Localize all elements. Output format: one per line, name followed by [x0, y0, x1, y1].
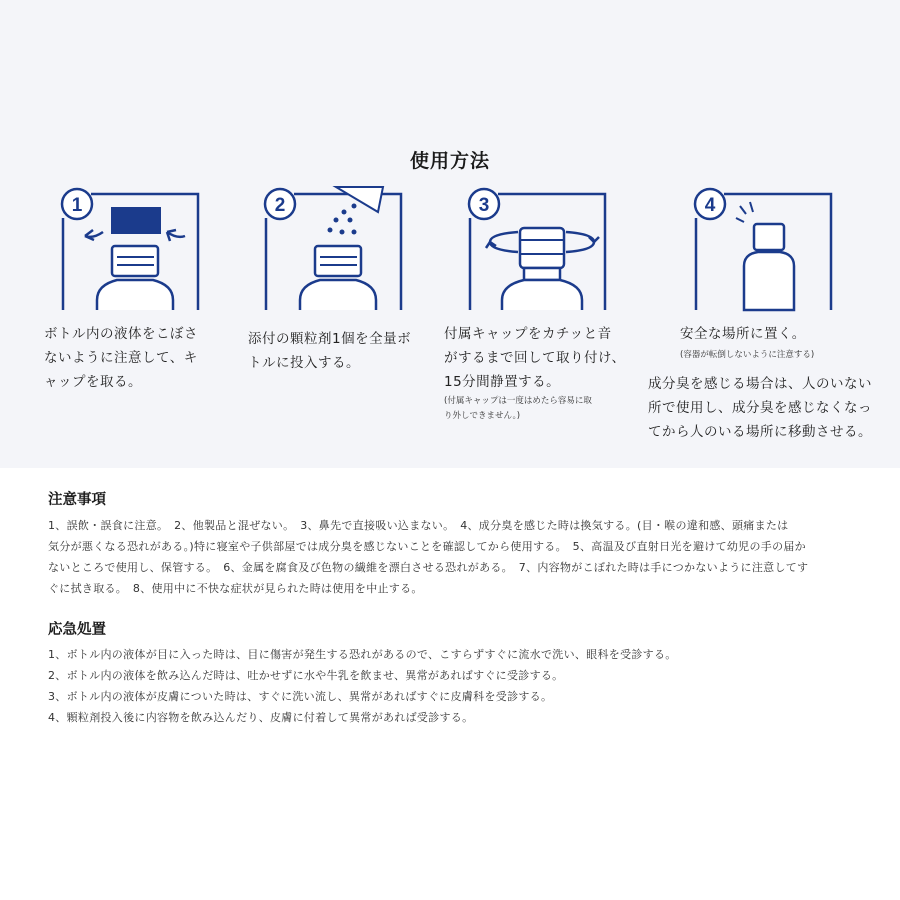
- packet-icon: [336, 187, 383, 212]
- step-2-text: 添付の顆粒剤1個を全量ボ トルに投入する。: [248, 331, 412, 371]
- svg-text:3: 3: [478, 195, 490, 216]
- cautions-line: ないところで使用し、保管する。 6、金属を腐食及び色物の繊維を漂白させる恐れがある。 7、内容物がこぼれた時は手につかないように注意してす: [48, 561, 809, 574]
- first-aid-item: 3、ボトル内の液体が皮膚についた時は、すぐに洗い流し、異常があればすぐに皮膚科を受診する。: [48, 690, 553, 703]
- attached-cap-icon: [520, 228, 564, 268]
- lifted-cap-icon: [111, 207, 161, 234]
- step-1-illustration: [55, 182, 205, 312]
- step-1-text: ボトル内の液体をこぼさ ないように注意して、キ ャップを取る。: [44, 326, 198, 390]
- first-aid-item: 2、ボトル内の液体を飲み込んだ時は、吐かせずに水や牛乳を飲ませ、異常があればすぐに受診する。: [48, 669, 564, 682]
- step-2-illustration: [258, 182, 408, 312]
- step-4-extra-text: 成分臭を感じる場合は、人のいない 所で使用し、成分臭を感じなくなっ てから人のいる場所に移動させる。: [648, 376, 872, 440]
- svg-text:4: 4: [704, 195, 716, 216]
- first-aid-item: 4、顆粒剤投入後に内容物を飲み込んだり、皮膚に付着して異常があれば受診する。: [48, 711, 474, 724]
- odor-lines-icon: [736, 202, 753, 222]
- bottle-icon: [524, 268, 560, 280]
- bottle-icon: [315, 246, 361, 276]
- step-3-note: (付属キャップは一度はめたら容易に取 り外しできません。): [444, 396, 592, 421]
- step-4-note: (容器が転倒しないように注意する): [680, 350, 815, 360]
- step-3-illustration: [462, 182, 612, 312]
- bottle-icon: [754, 224, 784, 250]
- step-3-text: 付属キャップをカチッと音 がするまで回して取り付け、 15分間静置する。: [444, 326, 626, 390]
- svg-text:2: 2: [274, 195, 286, 216]
- svg-text:1: 1: [71, 195, 83, 216]
- bottle-icon: [112, 246, 158, 276]
- step-4-illustration: [688, 182, 838, 312]
- first-aid-heading: 応急処置: [48, 622, 106, 638]
- cautions-line: 1、誤飲・誤食に注意。 2、他製品と混ぜない。 3、鼻先で直接吸い込まない。 4、成分臭を感じた時は換気する。(目・喉の違和感、頭痛または: [48, 519, 789, 532]
- cautions-line: 気分が悪くなる恐れがある。)特に寝室や子供部屋では成分臭を感じないことを確認してから使用する。 5、高温及び直射日光を避けて幼児の手の届か: [48, 540, 806, 553]
- usage-title: 使用方法: [409, 150, 490, 172]
- granules-icon: [328, 204, 357, 235]
- step-4-text: 安全な場所に置く。: [680, 326, 806, 342]
- cautions-line: ぐに拭き取る。 8、使用中に不快な症状が見られた時は使用を中止する。: [48, 582, 423, 595]
- rotate-arrow-icon: [490, 232, 518, 252]
- cautions-heading: 注意事項: [48, 492, 106, 508]
- first-aid-item: 1、ボトル内の液体が目に入った時は、目に傷害が発生する恐れがあるので、こすらずすぐに流水で洗い、眼科を受診する。: [48, 648, 677, 661]
